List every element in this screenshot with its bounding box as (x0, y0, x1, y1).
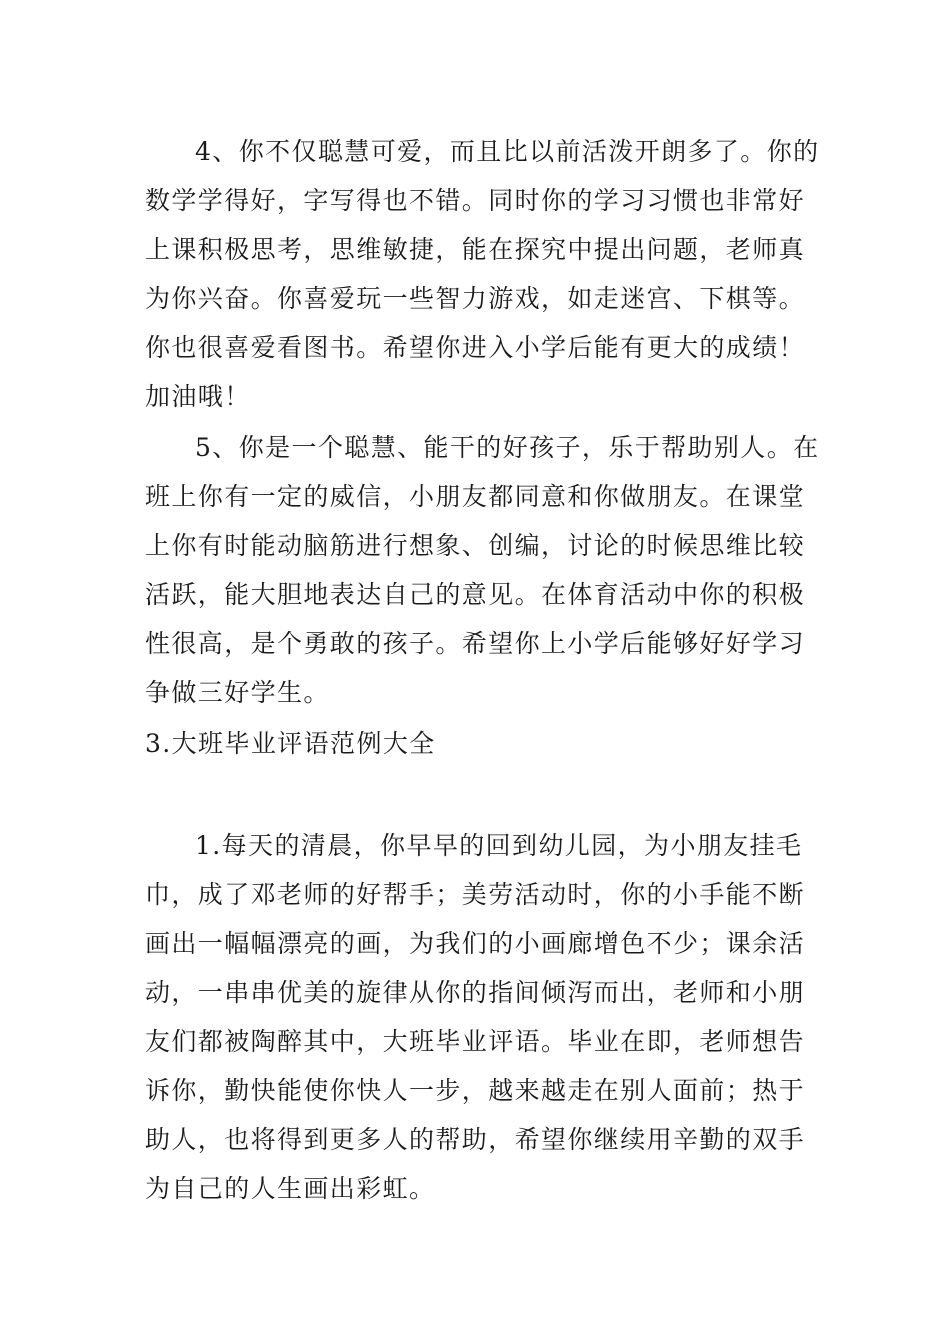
paragraph-1-line: 动，一串串优美的旋律从你的指间倾泻而出，老师和小朋 (145, 978, 806, 1007)
paragraph-4-line: 上课积极思考，思维敏捷，能在探究中提出问题，老师真 (145, 235, 806, 264)
paragraph-5-line: 性很高，是个勇敢的孩子。希望你上小学后能够好好学习 (145, 629, 806, 658)
paragraph-1-line: 为自己的人生画出彩虹。 (145, 1174, 436, 1203)
paragraph-1-line: 友们都被陶醉其中，大班毕业评语。毕业在即，老师想告 (145, 1027, 806, 1056)
paragraph-1-line: 诉你，勤快能使你快人一步，越来越走在别人面前；热于 (145, 1076, 806, 1105)
paragraph-1-line: 助人，也将得到更多人的帮助，希望你继续用辛勤的双手 (145, 1125, 806, 1154)
paragraph-4-line: 4、你不仅聪慧可爱，而且比以前活泼开朗多了。你的 (195, 137, 820, 166)
paragraph-1-line: 画出一幅幅漂亮的画，为我们的小画廊增色不少；课余活 (145, 929, 806, 958)
paragraph-4-line: 数学学得好，字写得也不错。同时你的学习习惯也非常好 (145, 186, 806, 215)
paragraph-5-line: 上你有时能动脑筋进行想象、创编，讨论的时候思维比较 (145, 531, 806, 560)
paragraph-4-line: 加油哦！ (145, 382, 251, 411)
paragraph-5-line: 班上你有一定的威信，小朋友都同意和你做朋友。在课堂 (145, 482, 806, 511)
paragraph-5-line: 5、你是一个聪慧、能干的好孩子，乐于帮助别人。在 (195, 433, 820, 462)
section-heading: 3.大班毕业评语范例大全 (145, 729, 436, 758)
paragraph-4-line: 你也很喜爱看图书。希望你进入小学后能有更大的成绩！ (145, 333, 806, 362)
paragraph-5-line: 争做三好学生。 (145, 678, 330, 707)
paragraph-1-line: 巾，成了邓老师的好帮手；美劳活动时，你的小手能不断 (145, 880, 806, 909)
paragraph-5-line: 活跃，能大胆地表达自己的意见。在体育活动中你的积极 (145, 580, 806, 609)
paragraph-1-line: 1.每天的清晨，你早早的回到幼儿园，为小朋友挂毛 (195, 831, 803, 860)
paragraph-4-line: 为你兴奋。你喜爱玩一些智力游戏，如走迷宫、下棋等。 (145, 284, 806, 313)
